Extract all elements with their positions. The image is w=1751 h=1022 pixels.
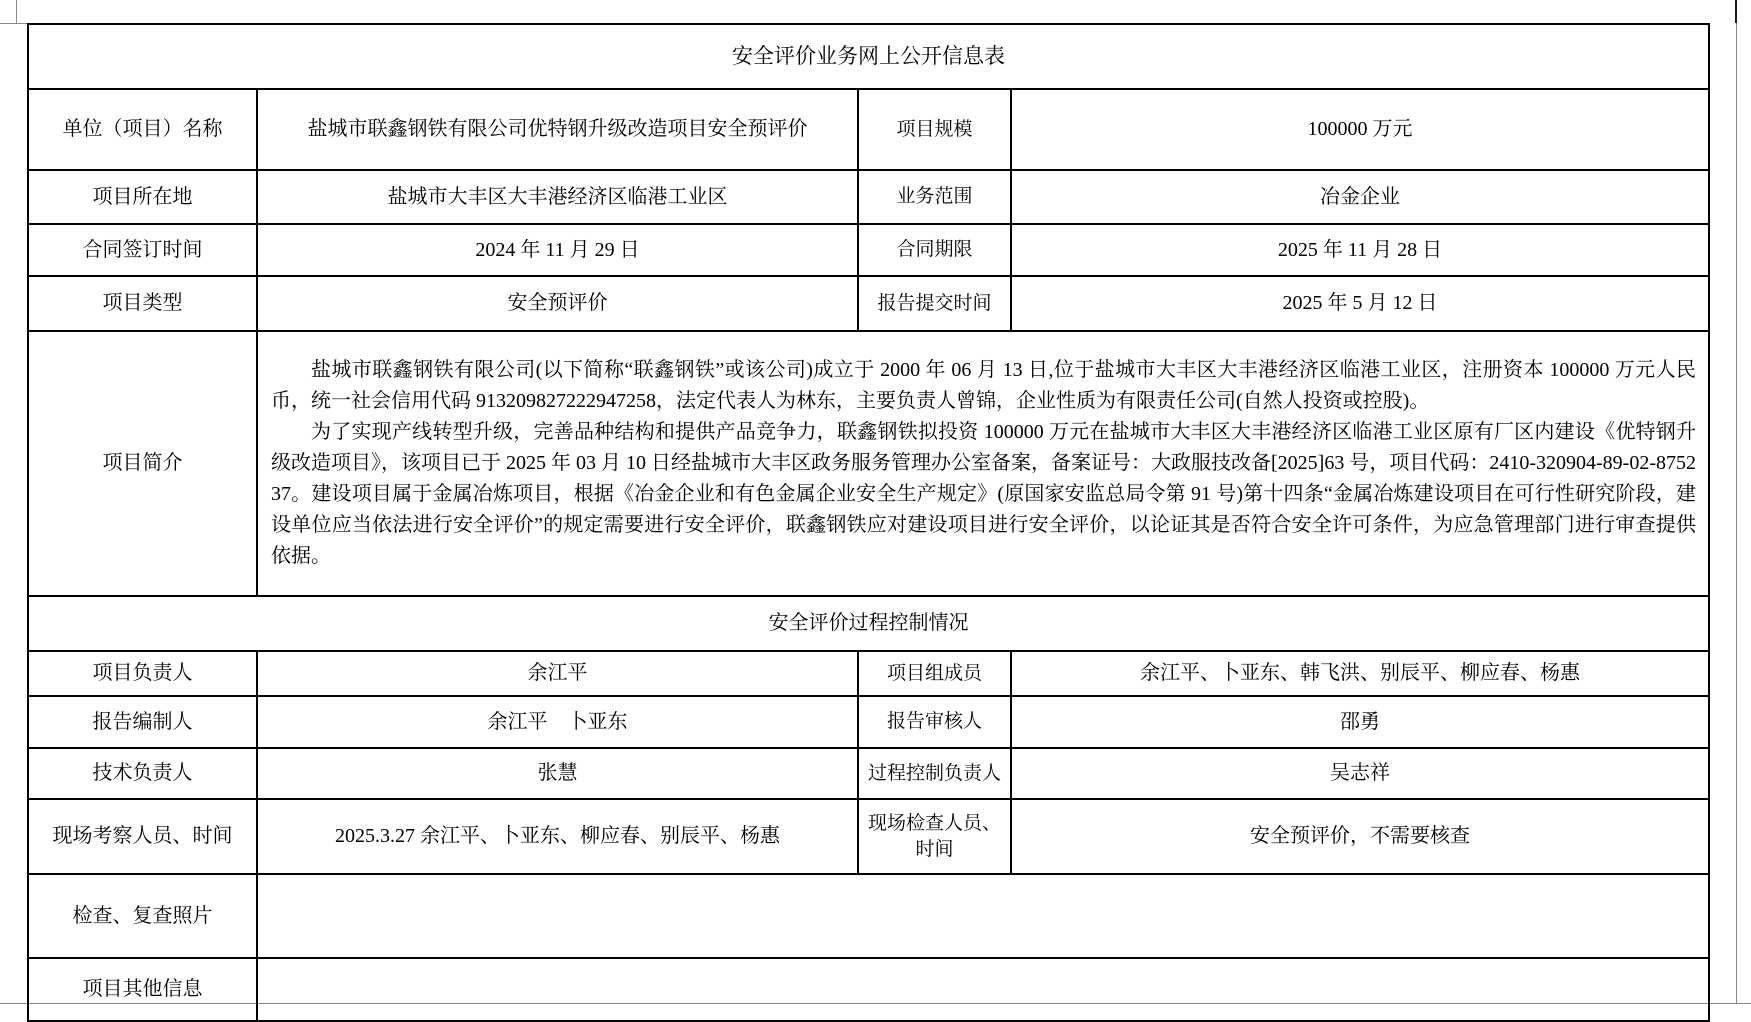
inspection-photos-value	[257, 874, 1709, 958]
process-control-leader-label: 过程控制负责人	[858, 748, 1011, 799]
business-scope-value: 冶金企业	[1011, 170, 1709, 224]
process-control-leader-value: 吴志祥	[1011, 748, 1709, 799]
report-reviewer-label: 报告审核人	[858, 696, 1011, 748]
contract-sign-date-value: 2024 年 11 月 29 日	[257, 224, 858, 276]
tech-leader-value: 张慧	[257, 748, 858, 799]
inspection-photos-label: 检查、复查照片	[28, 874, 257, 958]
report-reviewer-value: 邵勇	[1011, 696, 1709, 748]
tech-leader-label: 技术负责人	[28, 748, 257, 799]
site-visit-value: 2025.3.27 余江平、卜亚东、柳应春、别辰平、杨惠	[257, 799, 858, 874]
project-type-label: 项目类型	[28, 276, 257, 331]
unit-name-label: 单位（项目）名称	[28, 89, 257, 170]
location-label: 项目所在地	[28, 170, 257, 224]
gridline-right-vertical	[1736, 0, 1737, 1004]
project-scale-label: 项目规模	[858, 89, 1011, 170]
project-leader-value: 余江平	[257, 651, 858, 696]
team-members-value: 余江平、卜亚东、韩飞洪、别辰平、柳应春、杨惠	[1011, 651, 1709, 696]
location-value: 盐城市大丰区大丰港经济区临港工业区	[257, 170, 858, 224]
project-leader-label: 项目负责人	[28, 651, 257, 696]
gridline-top-left-horizontal	[0, 23, 27, 24]
gridline-top-right-segment	[1735, 0, 1737, 23]
team-members-label: 项目组成员	[858, 651, 1011, 696]
unit-name-value: 盐城市联鑫钢铁有限公司优特钢升级改造项目安全预评价	[257, 89, 858, 170]
site-check-label: 现场检查人员、时间	[858, 799, 1011, 874]
report-submit-date-value: 2025 年 5 月 12 日	[1011, 276, 1709, 331]
project-intro-content	[257, 331, 1709, 596]
table-title: 安全评价业务网上公开信息表	[28, 24, 1709, 89]
report-writer-value: 余江平 卜亚东	[257, 696, 858, 748]
project-intro-label: 项目简介	[28, 331, 257, 596]
gridline-top-left-vertical	[16, 0, 17, 23]
intro-paragraph-1: 盐城市联鑫钢铁有限公司(以下简称“联鑫钢铁”或该公司)成立于 2000 年 06 月 13 日,位于盐城市大丰区大丰港经济区临港工业区，注册资本 100000 万元人民币，统一社会信用代码 913209827222947258，法定代表人为林东，主要负责人曾锦，企业性质为有限责任公司(自然人投资或控股)。	[271, 359, 1696, 412]
process-control-section-title: 安全评价过程控制情况	[28, 596, 1709, 651]
safety-evaluation-info-table	[27, 23, 1710, 1022]
contract-sign-date-label: 合同签订时间	[28, 224, 257, 276]
contract-period-label: 合同期限	[858, 224, 1011, 276]
site-visit-label: 现场考察人员、时间	[28, 799, 257, 874]
other-info-label: 项目其他信息	[28, 958, 257, 1021]
intro-paragraph-2: 为了实现产线转型升级，完善品种结构和提供产品竞争力，联鑫钢铁拟投资 100000 万元在盐城市大丰区大丰港经济区临港工业区原有厂区内建设《优特钢升级改造项目》，该项目已于 2025 年 03 月 10 日经盐城市大丰区政务服务管理办公室备案，备案证号：大政服技改备[2025]63 号，项目代码：2410-320904-89-02-875237。建设项目属于金属冶炼项目，根据《冶金企业和有色金属企业安全生产规定》(原国家安监总局令第 91 号)第十四条“金属冶炼建设项目在可行性研究阶段，建设单位应当依法进行安全评价”的规定需要进行安全评价，联鑫钢铁应对建设项目进行安全评价，以论证其是否符合安全许可条件，为应急管理部门进行审查提供依据。	[271, 421, 1696, 567]
other-info-value	[257, 958, 1709, 1021]
report-submit-date-label: 报告提交时间	[858, 276, 1011, 331]
contract-period-value: 2025 年 11 月 28 日	[1011, 224, 1709, 276]
report-writer-label: 报告编制人	[28, 696, 257, 748]
project-scale-value: 100000 万元	[1011, 89, 1709, 170]
site-check-value: 安全预评价，不需要核查	[1011, 799, 1709, 874]
project-type-value: 安全预评价	[257, 276, 858, 331]
business-scope-label: 业务范围	[858, 170, 1011, 224]
